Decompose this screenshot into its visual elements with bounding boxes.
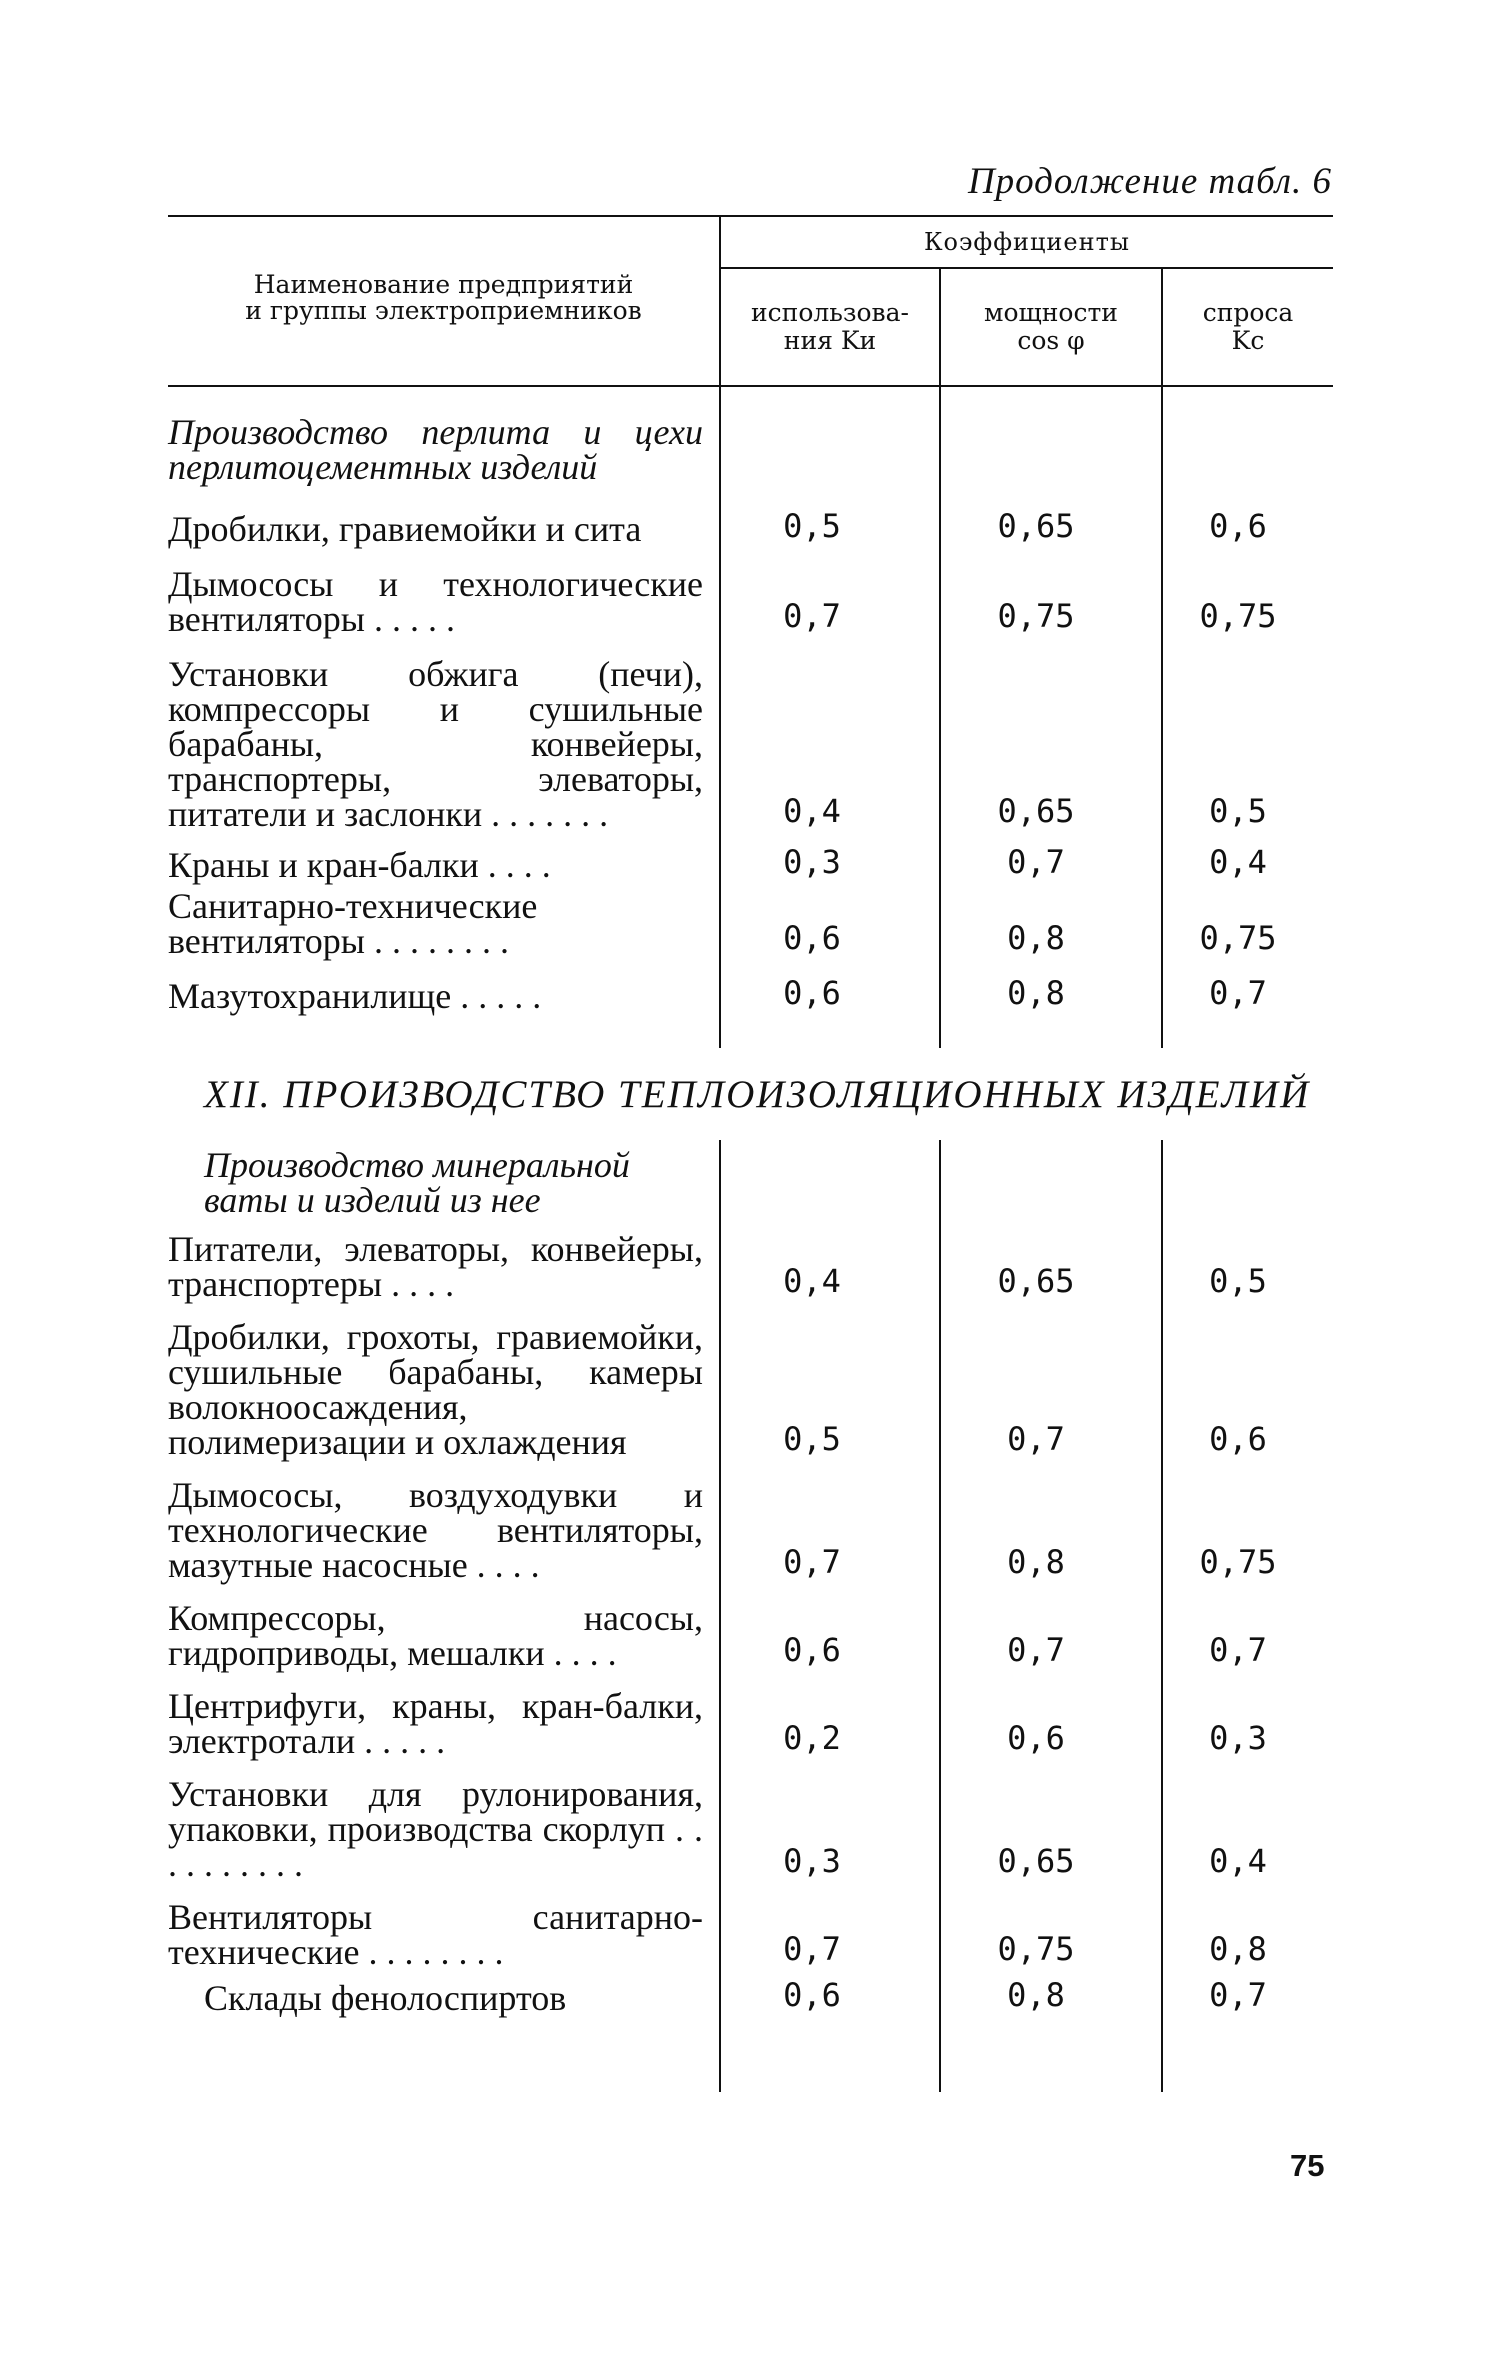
power-value: 0,7 [940,1589,1162,1677]
usage-value: 0,6 [720,1589,940,1677]
power-value: 0,65 [940,643,1162,838]
row-name: Дробилки, грохоты, гравиемойки, сушильные барабаны, камеры волокноосаждения, полимеризации и охлаждения [168,1317,703,1462]
table-row [168,1466,1333,1589]
table-row [168,643,1333,838]
table-caption: Продолжение табл. 6 [967,161,1332,202]
table-row [168,889,1333,965]
row-name: Мазутохранилище . . . . . [168,976,542,1016]
power-value: 0,75 [940,1888,1162,1976]
group-title: Производство минеральной ваты и изделий из нее [204,1145,630,1220]
row-name: Дымососы и технологические вентиляторы . . . . . [168,564,703,639]
usage-value: 0,7 [720,553,940,643]
demand-value: 0,8 [1162,1888,1333,1976]
power-header-line1: мощности [984,298,1118,327]
usage-value: 0,7 [720,1888,940,1976]
power-value: 0,75 [940,553,1162,643]
row-name: Центрифуги, краны, кран-балки, электротали . . . . . [168,1686,703,1761]
row-name: Вентиляторы санитарно-технические . . . . . . . . [168,1897,703,1972]
demand-value: 0,75 [1162,1466,1333,1589]
power-value: 0,8 [940,1976,1162,2022]
power-value: 0,8 [940,1466,1162,1589]
section-title-row [168,1048,1333,1140]
usage-value: 0,3 [720,838,940,889]
demand-value: 0,5 [1162,1232,1333,1308]
demand-value: 0,75 [1162,889,1333,965]
table-row [168,838,1333,889]
coefficients-header: Коэффициенты [720,216,1333,268]
usage-column-header [720,268,940,386]
row-name: Компрессоры, насосы, гидроприводы, мешалки . . . . [168,1598,703,1673]
demand-value: 0,75 [1162,553,1333,643]
usage-value: 0,5 [720,507,940,553]
demand-value: 0,4 [1162,838,1333,889]
power-value: 0,65 [940,1765,1162,1888]
table-row [168,965,1333,1020]
power-value: 0,7 [940,838,1162,889]
group-title-row [168,1140,1333,1232]
usage-value: 0,6 [720,965,940,1020]
usage-value: 0,3 [720,1765,940,1888]
coefficients-table [168,215,1333,2092]
power-value: 0,6 [940,1677,1162,1765]
usage-value: 0,6 [720,1976,940,2022]
name-column-header [168,216,720,386]
usage-value: 0,6 [720,889,940,965]
demand-value: 0,4 [1162,1765,1333,1888]
row-name: Дымососы, воздуходувки и технологические вентиляторы, мазутные насосные . . . . [168,1475,703,1585]
row-name: Установки обжига (печи), компрессоры и сушильные барабаны, конвейеры, транспортеры, элеваторы, питатели и заслонки . . . . . . . [168,654,703,834]
power-header-line2: cos φ [1017,326,1085,355]
table-row [168,1677,1333,1765]
usage-value: 0,7 [720,1466,940,1589]
power-value: 0,65 [940,507,1162,553]
row-name: Склады фенолоспиртов [204,1978,567,2018]
name-header-line2: и группы электроприемников [245,296,642,325]
row-name: Санитарно-технические вентиляторы . . . . . . . . [168,886,538,961]
table-row [168,553,1333,643]
usage-value: 0,5 [720,1308,940,1466]
section-title: XII. ПРОИЗВОДСТВО ТЕПЛОИЗОЛЯЦИОННЫХ ИЗДЕЛИЙ [204,1072,1311,1116]
power-value: 0,8 [940,889,1162,965]
table-row [168,1232,1333,1308]
usage-header-line1: использова- [751,298,909,327]
table-row [168,507,1333,553]
table-row [168,1308,1333,1466]
row-name: Установки для рулонирования, упаковки, производства скорлуп . . . . . . . . . . [168,1774,703,1884]
demand-header-line1: спроса [1202,298,1294,327]
demand-header-line2: Kс [1231,326,1265,355]
row-name: Питатели, элеваторы, конвейеры, транспортеры . . . . [168,1229,703,1304]
table-row [168,1976,1333,2022]
name-header-line1: Наименование предприятий [253,270,634,299]
demand-value: 0,7 [1162,1589,1333,1677]
power-value: 0,8 [940,965,1162,1020]
table-row [168,1765,1333,1888]
demand-value: 0,7 [1162,965,1333,1020]
demand-value: 0,5 [1162,643,1333,838]
usage-value: 0,4 [720,1232,940,1308]
power-column-header [940,268,1162,386]
power-value: 0,65 [940,1232,1162,1308]
demand-column-header [1162,268,1333,386]
usage-value: 0,4 [720,643,940,838]
page-number: 75 [1290,2148,1325,2183]
row-name: Дробилки, гравиемойки и сита [168,509,642,549]
demand-value: 0,6 [1162,507,1333,553]
power-value: 0,7 [940,1308,1162,1466]
demand-value: 0,3 [1162,1677,1333,1765]
usage-header-line2: ния Kи [783,326,877,355]
usage-value: 0,2 [720,1677,940,1765]
demand-value: 0,7 [1162,1976,1333,2022]
table-row [168,1589,1333,1677]
group-title-row [168,415,1333,507]
demand-value: 0,6 [1162,1308,1333,1466]
row-name: Краны и кран-балки . . . . [168,845,551,885]
group-title: Производство перлита и цехи перлитоцементных изделий [168,412,703,487]
table-row [168,1888,1333,1976]
